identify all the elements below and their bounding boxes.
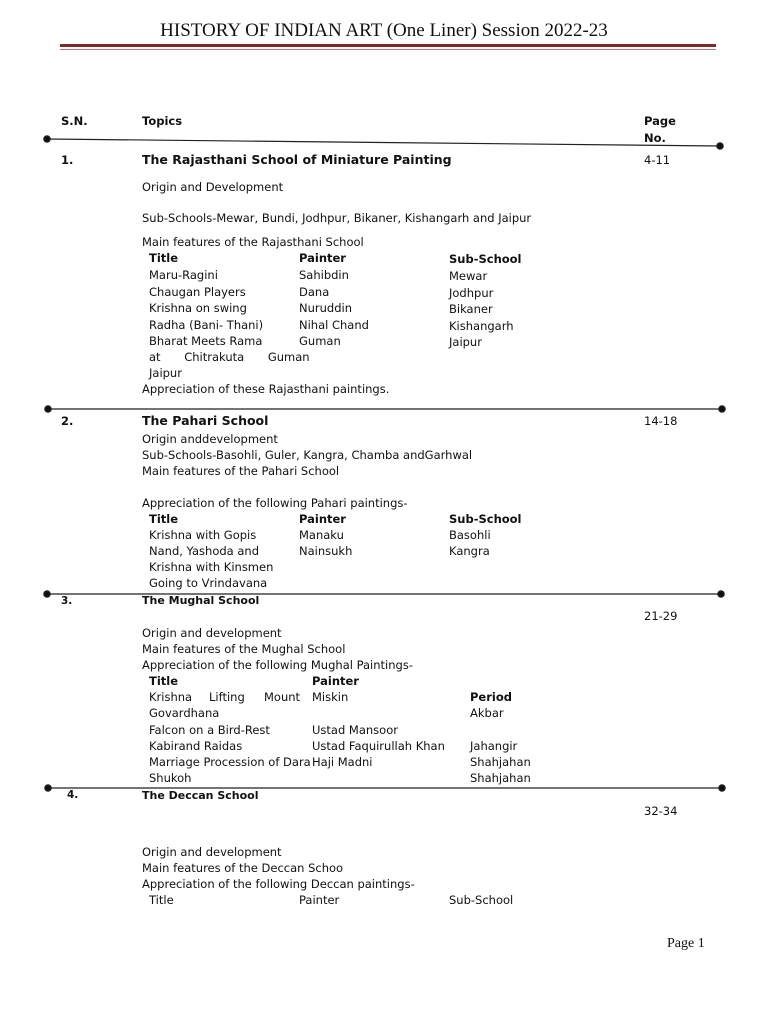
table-cell-wrap: Going to Vrindavana: [149, 576, 268, 590]
header-topics: Topics: [142, 114, 183, 128]
table-cell-wrap: Jaipur: [149, 366, 182, 380]
table-cell: Haji Madni: [312, 755, 373, 769]
s1-line3: Main features of the Rajasthani School: [142, 235, 364, 249]
table-cell: Maru-Ragini: [149, 268, 218, 282]
table-cell: Mewar: [449, 269, 488, 283]
s1-col-subschool: Sub-School: [449, 252, 522, 266]
s4-col-title: Title: [149, 893, 174, 907]
table-cell: Nand, Yashoda and: [149, 544, 259, 558]
s1-col-title: Title: [149, 251, 179, 265]
s4-col-painter: Painter: [299, 893, 340, 907]
s3-col-period: Period: [470, 690, 512, 704]
table-cell: Krishna on swing: [149, 301, 247, 315]
s3-col-painter: Painter: [312, 674, 359, 688]
table-cell: Shukoh: [149, 771, 192, 785]
table-cell: Shahjahan: [470, 771, 531, 785]
table-cell: Lifting: [209, 690, 245, 704]
table-cell: Chaugan Players: [149, 285, 246, 299]
table-cell: Sahibdin: [299, 268, 349, 282]
s2-line4: Appreciation of the following Pahari paintings-: [142, 496, 408, 510]
page-number: Page 1: [667, 936, 705, 951]
table-cell: Shahjahan: [470, 755, 531, 769]
s2-col-painter: Painter: [299, 512, 346, 526]
table-cell: Ustad Mansoor: [312, 723, 398, 737]
table-cell: Marriage Procession of Dara: [149, 755, 311, 769]
table-cell: Kishangarh: [449, 319, 514, 333]
table-cell: Miskin: [312, 690, 349, 704]
table-cell: Bikaner: [449, 302, 493, 316]
table-cell: Krishna: [149, 690, 193, 704]
s2-number: 2.: [61, 414, 74, 428]
s3-line3: Appreciation of the following Mughal Paintings-: [142, 658, 413, 672]
s3-line2: Main features of the Mughal School: [142, 642, 346, 656]
table-cell: Nihal Chand: [299, 318, 369, 332]
s3-number: 3.: [61, 595, 73, 607]
table-cell: Basohli: [449, 528, 491, 542]
s2-pages: 14-18: [644, 414, 678, 428]
table-cell: Kangra: [449, 544, 490, 558]
table-cell: Jaipur: [449, 335, 482, 349]
table-cell: Ustad Faquirullah Khan: [312, 739, 445, 753]
s1-title: The Rajasthani School of Miniature Painting: [142, 152, 452, 167]
document-title: HISTORY OF INDIAN ART (One Liner) Session 2022-23: [160, 20, 608, 41]
s1-pages: 4-11: [644, 153, 671, 167]
table-cell: Mount: [264, 690, 301, 704]
s3-title: The Mughal School: [142, 594, 260, 607]
s1-col-painter: Painter: [299, 251, 346, 265]
header-page: Page: [644, 114, 676, 128]
s3-line1: Origin and development: [142, 626, 282, 640]
s4-title: The Deccan School: [142, 789, 259, 802]
s2-line1: Origin anddevelopment: [142, 432, 278, 446]
s3-pages: 21-29: [644, 609, 678, 623]
s2-line3: Main features of the Pahari School: [142, 464, 340, 478]
s4-line3: Appreciation of the following Deccan paintings-: [142, 877, 415, 891]
s4-number: 4.: [67, 789, 79, 801]
s2-title: The Pahari School: [142, 413, 269, 428]
s1-line1: Origin and Development: [142, 180, 284, 194]
s4-col-subschool: Sub-School: [449, 893, 514, 907]
table-cell: Govardhana: [149, 706, 220, 720]
s1-number: 1.: [61, 153, 74, 167]
table-cell: Radha (Bani- Thani): [149, 318, 264, 332]
s3-col-title: Title: [149, 674, 179, 688]
s2-col-subschool: Sub-School: [449, 512, 522, 526]
s4-pages: 32-34: [644, 804, 678, 818]
table-cell: Falcon on a Bird-Rest: [149, 723, 270, 737]
table-cell-wrap: at Chitrakuta Guman: [149, 350, 310, 364]
table-cell: Dana: [299, 285, 330, 299]
table-cell: Bharat Meets Rama: [149, 334, 263, 348]
table-cell: Guman: [299, 334, 341, 348]
table-cell: Manaku: [299, 528, 344, 542]
s4-line1: Origin and development: [142, 845, 282, 859]
s2-line2: Sub-Schools-Basohli, Guler, Kangra, Chamba andGarhwal: [142, 448, 473, 462]
table-cell: Jodhpur: [449, 286, 494, 300]
table-cell: Nuruddin: [299, 301, 352, 315]
table-cell: Kabirand Raidas: [149, 739, 243, 753]
header-sn: S.N.: [61, 114, 88, 128]
s4-line2: Main features of the Deccan Schoo: [142, 861, 344, 875]
table-cell: Krishna with Gopis: [149, 528, 257, 542]
s1-line4: Appreciation of these Rajasthani paintings.: [142, 382, 390, 396]
table-cell-wrap: Krishna with Kinsmen: [149, 560, 274, 574]
header-page-no: No.: [644, 131, 666, 145]
table-cell: Jahangir: [470, 739, 518, 753]
s2-col-title: Title: [149, 512, 179, 526]
table-cell: Nainsukh: [299, 544, 353, 558]
table-cell: Akbar: [470, 706, 504, 720]
s1-line2: Sub-Schools-Mewar, Bundi, Jodhpur, Bikaner, Kishangarh and Jaipur: [142, 211, 532, 225]
